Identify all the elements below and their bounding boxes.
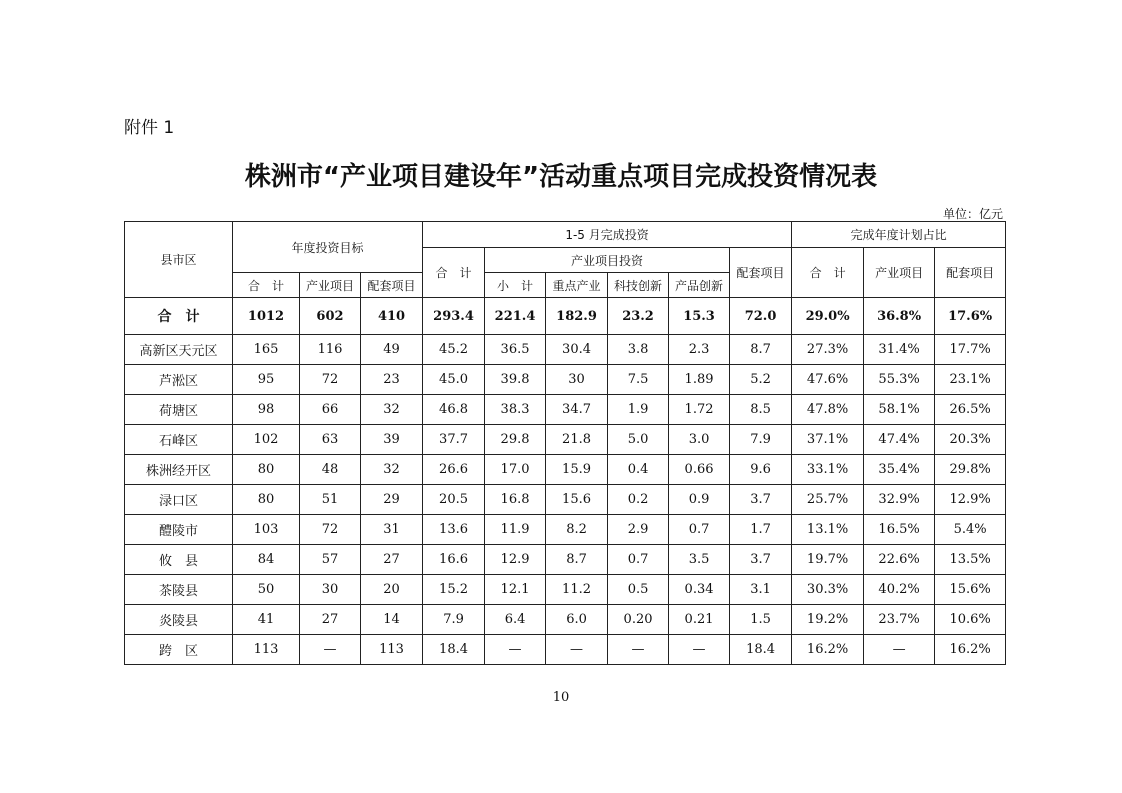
cell-ratio-supporting: 20.3% (935, 425, 1006, 455)
cell-ratio-total: 16.2% (792, 635, 864, 665)
cell-completed-supporting: 8.7 (730, 335, 792, 365)
table-row (125, 545, 1006, 575)
row-name: 荷塘区 (125, 395, 233, 425)
cell-completed-product: 0.66 (669, 455, 730, 485)
cell-ratio-total: 29.0% (792, 298, 864, 335)
cell-completed-tech: 0.4 (608, 455, 669, 485)
row-name: 炎陵县 (125, 605, 233, 635)
cell-completed-supporting: 3.1 (730, 575, 792, 605)
cell-target-industry: 30 (300, 575, 361, 605)
cell-completed-product: 0.34 (669, 575, 730, 605)
header-ratio-industry: 产业项目 (864, 248, 935, 298)
cell-completed-supporting: 1.5 (730, 605, 792, 635)
cell-target-total: 98 (233, 395, 300, 425)
cell-ratio-supporting: 17.7% (935, 335, 1006, 365)
cell-completed-total: 45.2 (423, 335, 485, 365)
cell-completed-subtotal: 16.8 (485, 485, 546, 515)
cell-ratio-total: 19.7% (792, 545, 864, 575)
cell-completed-product: 2.3 (669, 335, 730, 365)
cell-target-supporting: 113 (361, 635, 423, 665)
cell-ratio-total: 47.8% (792, 395, 864, 425)
cell-target-total: 102 (233, 425, 300, 455)
cell-ratio-total: 47.6% (792, 365, 864, 395)
cell-ratio-supporting: 16.2% (935, 635, 1006, 665)
cell-completed-subtotal: 12.1 (485, 575, 546, 605)
cell-ratio-supporting: 12.9% (935, 485, 1006, 515)
row-name: 攸 县 (125, 545, 233, 575)
table-row (125, 365, 1006, 395)
row-name: 石峰区 (125, 425, 233, 455)
investment-table (124, 221, 1006, 665)
header-ratio-supporting: 配套项目 (935, 248, 1006, 298)
cell-completed-subtotal: — (485, 635, 546, 665)
table-row (125, 485, 1006, 515)
row-name: 株洲经开区 (125, 455, 233, 485)
cell-ratio-industry: 22.6% (864, 545, 935, 575)
cell-completed-key: 30.4 (546, 335, 608, 365)
cell-ratio-supporting: 17.6% (935, 298, 1006, 335)
cell-completed-tech: — (608, 635, 669, 665)
header-district: 县市区 (125, 222, 233, 298)
cell-ratio-supporting: 29.8% (935, 455, 1006, 485)
cell-completed-tech: 0.20 (608, 605, 669, 635)
row-name: 跨 区 (125, 635, 233, 665)
cell-completed-total: 46.8 (423, 395, 485, 425)
cell-ratio-supporting: 15.6% (935, 575, 1006, 605)
cell-ratio-total: 27.3% (792, 335, 864, 365)
cell-completed-total: 45.0 (423, 365, 485, 395)
cell-completed-product: 0.7 (669, 515, 730, 545)
cell-completed-total: 293.4 (423, 298, 485, 335)
cell-completed-tech: 23.2 (608, 298, 669, 335)
cell-completed-subtotal: 12.9 (485, 545, 546, 575)
cell-target-supporting: 32 (361, 395, 423, 425)
cell-ratio-supporting: 10.6% (935, 605, 1006, 635)
cell-ratio-industry: 58.1% (864, 395, 935, 425)
cell-target-total: 113 (233, 635, 300, 665)
cell-completed-tech: 2.9 (608, 515, 669, 545)
cell-target-supporting: 39 (361, 425, 423, 455)
cell-completed-tech: 1.9 (608, 395, 669, 425)
cell-completed-key: — (546, 635, 608, 665)
cell-completed-key: 15.9 (546, 455, 608, 485)
cell-completed-total: 15.2 (423, 575, 485, 605)
cell-target-industry: 602 (300, 298, 361, 335)
cell-completed-total: 18.4 (423, 635, 485, 665)
cell-completed-total: 16.6 (423, 545, 485, 575)
cell-completed-tech: 0.2 (608, 485, 669, 515)
cell-completed-key: 21.8 (546, 425, 608, 455)
cell-target-industry: 63 (300, 425, 361, 455)
cell-target-industry: 48 (300, 455, 361, 485)
cell-target-total: 95 (233, 365, 300, 395)
cell-completed-total: 13.6 (423, 515, 485, 545)
cell-ratio-total: 33.1% (792, 455, 864, 485)
cell-ratio-total: 25.7% (792, 485, 864, 515)
cell-completed-total: 26.6 (423, 455, 485, 485)
header-completed-total: 合 计 (423, 248, 485, 298)
table-row (125, 335, 1006, 365)
row-name: 合 计 (125, 298, 233, 335)
attachment-label: 附件 1 (124, 118, 175, 138)
cell-target-industry: 72 (300, 515, 361, 545)
cell-ratio-industry: 36.8% (864, 298, 935, 335)
cell-ratio-industry: 35.4% (864, 455, 935, 485)
cell-completed-tech: 0.5 (608, 575, 669, 605)
cell-completed-subtotal: 17.0 (485, 455, 546, 485)
cell-target-supporting: 49 (361, 335, 423, 365)
cell-completed-subtotal: 29.8 (485, 425, 546, 455)
cell-target-industry: 116 (300, 335, 361, 365)
header-tech-innovation: 科技创新 (608, 273, 669, 298)
cell-target-industry: 51 (300, 485, 361, 515)
row-name: 芦淞区 (125, 365, 233, 395)
unit-label: 单位：亿元 (942, 207, 1003, 221)
cell-ratio-supporting: 5.4% (935, 515, 1006, 545)
cell-completed-supporting: 3.7 (730, 545, 792, 575)
cell-ratio-industry: 47.4% (864, 425, 935, 455)
cell-completed-key: 34.7 (546, 395, 608, 425)
cell-completed-key: 182.9 (546, 298, 608, 335)
header-target-total: 合 计 (233, 273, 300, 298)
cell-target-total: 165 (233, 335, 300, 365)
header-target-industry: 产业项目 (300, 273, 361, 298)
cell-target-supporting: 20 (361, 575, 423, 605)
document-title: 株洲市“产业项目建设年”活动重点项目完成投资情况表 (244, 162, 878, 192)
cell-completed-supporting: 3.7 (730, 485, 792, 515)
cell-target-industry: 57 (300, 545, 361, 575)
cell-ratio-total: 13.1% (792, 515, 864, 545)
cell-target-industry: 27 (300, 605, 361, 635)
page-number: 10 (552, 690, 570, 705)
cell-completed-supporting: 8.5 (730, 395, 792, 425)
cell-ratio-industry: 32.9% (864, 485, 935, 515)
cell-completed-tech: 3.8 (608, 335, 669, 365)
cell-completed-total: 7.9 (423, 605, 485, 635)
cell-target-total: 103 (233, 515, 300, 545)
cell-ratio-total: 30.3% (792, 575, 864, 605)
cell-target-supporting: 14 (361, 605, 423, 635)
cell-completed-tech: 7.5 (608, 365, 669, 395)
header-target-supporting: 配套项目 (361, 273, 423, 298)
cell-completed-subtotal: 36.5 (485, 335, 546, 365)
cell-completed-product: — (669, 635, 730, 665)
cell-completed-subtotal: 221.4 (485, 298, 546, 335)
cell-target-industry: — (300, 635, 361, 665)
cell-completed-product: 3.0 (669, 425, 730, 455)
cell-completed-supporting: 5.2 (730, 365, 792, 395)
cell-completed-supporting: 72.0 (730, 298, 792, 335)
cell-completed-key: 6.0 (546, 605, 608, 635)
header-industry-investment: 产业项目投资 (485, 248, 730, 273)
cell-target-supporting: 23 (361, 365, 423, 395)
cell-target-industry: 72 (300, 365, 361, 395)
cell-target-total: 41 (233, 605, 300, 635)
cell-completed-subtotal: 11.9 (485, 515, 546, 545)
row-name: 醴陵市 (125, 515, 233, 545)
cell-completed-key: 11.2 (546, 575, 608, 605)
cell-target-supporting: 31 (361, 515, 423, 545)
table-row (125, 425, 1006, 455)
cell-completed-product: 1.72 (669, 395, 730, 425)
cell-target-industry: 66 (300, 395, 361, 425)
cell-completed-product: 0.21 (669, 605, 730, 635)
cell-target-supporting: 32 (361, 455, 423, 485)
cell-ratio-industry: 55.3% (864, 365, 935, 395)
table-row (125, 515, 1006, 545)
cell-completed-total: 20.5 (423, 485, 485, 515)
cell-completed-supporting: 18.4 (730, 635, 792, 665)
cell-target-supporting: 27 (361, 545, 423, 575)
cell-ratio-total: 19.2% (792, 605, 864, 635)
table-row (125, 605, 1006, 635)
header-completion-ratio: 完成年度计划占比 (792, 222, 1006, 248)
cell-ratio-industry: 23.7% (864, 605, 935, 635)
row-name: 茶陵县 (125, 575, 233, 605)
table-row (125, 635, 1006, 665)
cell-target-total: 50 (233, 575, 300, 605)
cell-completed-subtotal: 38.3 (485, 395, 546, 425)
cell-completed-product: 0.9 (669, 485, 730, 515)
header-subtotal: 小 计 (485, 273, 546, 298)
cell-ratio-industry: 31.4% (864, 335, 935, 365)
cell-ratio-industry: — (864, 635, 935, 665)
cell-target-total: 80 (233, 455, 300, 485)
header-product-innovation: 产品创新 (669, 273, 730, 298)
cell-completed-tech: 5.0 (608, 425, 669, 455)
cell-ratio-supporting: 26.5% (935, 395, 1006, 425)
cell-target-supporting: 29 (361, 485, 423, 515)
cell-completed-subtotal: 6.4 (485, 605, 546, 635)
cell-completed-supporting: 9.6 (730, 455, 792, 485)
cell-completed-subtotal: 39.8 (485, 365, 546, 395)
cell-completed-supporting: 1.7 (730, 515, 792, 545)
cell-completed-key: 8.7 (546, 545, 608, 575)
table-row (125, 395, 1006, 425)
table-row (125, 575, 1006, 605)
cell-completed-key: 15.6 (546, 485, 608, 515)
cell-completed-tech: 0.7 (608, 545, 669, 575)
cell-target-total: 80 (233, 485, 300, 515)
header-annual-target: 年度投资目标 (233, 222, 423, 273)
cell-completed-key: 30 (546, 365, 608, 395)
cell-ratio-industry: 16.5% (864, 515, 935, 545)
header-ratio-total: 合 计 (792, 248, 864, 298)
cell-completed-product: 15.3 (669, 298, 730, 335)
table-row (125, 455, 1006, 485)
header-completed-1-5: 1-5 月完成投资 (423, 222, 792, 248)
cell-ratio-supporting: 13.5% (935, 545, 1006, 575)
cell-completed-total: 37.7 (423, 425, 485, 455)
cell-target-total: 1012 (233, 298, 300, 335)
row-name: 渌口区 (125, 485, 233, 515)
cell-completed-product: 3.5 (669, 545, 730, 575)
cell-ratio-total: 37.1% (792, 425, 864, 455)
table-row-total (125, 298, 1006, 335)
cell-ratio-supporting: 23.1% (935, 365, 1006, 395)
cell-completed-product: 1.89 (669, 365, 730, 395)
cell-target-total: 84 (233, 545, 300, 575)
header-completed-supporting: 配套项目 (730, 248, 792, 298)
cell-target-supporting: 410 (361, 298, 423, 335)
cell-completed-supporting: 7.9 (730, 425, 792, 455)
cell-ratio-industry: 40.2% (864, 575, 935, 605)
row-name: 高新区天元区 (125, 335, 233, 365)
cell-completed-key: 8.2 (546, 515, 608, 545)
header-key-industry: 重点产业 (546, 273, 608, 298)
